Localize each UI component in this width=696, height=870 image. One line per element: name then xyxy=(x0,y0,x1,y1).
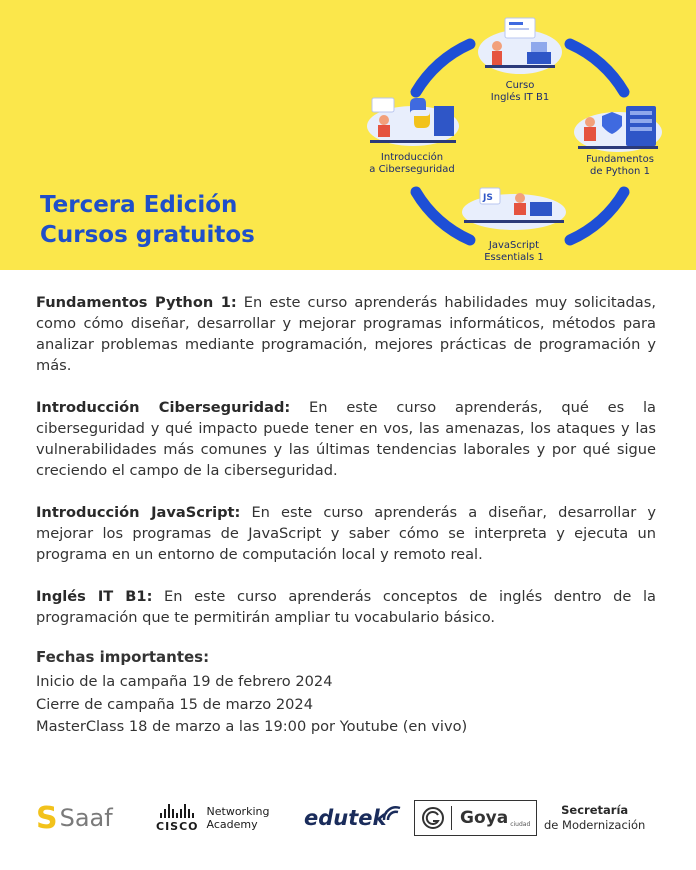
saaf-s-mark-icon: S xyxy=(36,800,58,836)
course-english-name: Inglés IT B1: xyxy=(36,588,153,605)
python-illustration-icon xyxy=(364,92,462,148)
saaf-wordmark: Saaf xyxy=(59,804,113,832)
course-javascript-name: Introducción JavaScript: xyxy=(36,504,241,521)
title-line-2: Cursos gratuitos xyxy=(40,222,255,248)
cisco-bars-icon xyxy=(160,804,194,818)
course-python xyxy=(36,292,656,376)
goya-divider xyxy=(451,806,452,830)
page-title xyxy=(40,190,255,250)
node-cyber-line2: a Ciberseguridad xyxy=(369,164,455,175)
security-illustration-icon xyxy=(572,98,664,154)
node-python-line2: de Python 1 xyxy=(590,166,650,177)
goya-logo xyxy=(414,790,537,846)
course-python-text: En este curso aprenderás habilidades muy solicitadas, como cómo diseñar, desarrollar y mejorar programas informáticos, métodos para analizar problemas mediante programación, mejores prácticas de programación y más. xyxy=(36,294,656,374)
title-line-1: Tercera Edición xyxy=(40,192,238,218)
course-english-text: En este curso aprenderás conceptos de inglés dentro de la programación que te permitirán ampliar tu vocabulario básico. xyxy=(36,588,656,626)
goya-box xyxy=(414,800,537,836)
wifi-arc-icon xyxy=(382,802,402,824)
node-javascript-line1: JavaScript xyxy=(488,240,540,251)
node-label-cyber xyxy=(352,152,472,176)
networking-line1: Networking xyxy=(206,805,270,818)
secretaria-modernizacion-logo xyxy=(544,790,645,846)
course-descriptions xyxy=(36,292,656,739)
date-item-close: Cierre de campaña 15 de marzo 2024 xyxy=(36,695,313,713)
cisco-networking-academy-logo xyxy=(156,790,269,846)
edutek-wordmark: edutek xyxy=(304,806,387,830)
secretaria-text xyxy=(544,803,645,833)
node-english-line2: Inglés IT B1 xyxy=(490,92,550,103)
course-cyber xyxy=(36,397,656,481)
node-label-python xyxy=(572,154,668,178)
networking-academy-text xyxy=(207,805,270,831)
javascript-illustration-icon xyxy=(458,182,570,232)
date-item-start: Inicio de la campaña 19 de febrero 2024 xyxy=(36,673,333,690)
node-javascript-line2: Essentials 1 xyxy=(484,252,544,263)
networking-line2: Academy xyxy=(206,818,258,831)
cisco-mark xyxy=(156,804,199,833)
node-label-english xyxy=(470,80,570,104)
goya-g-mark-icon xyxy=(421,806,445,830)
node-python-line1: Fundamentos xyxy=(586,154,654,165)
course-python-name: Fundamentos Python 1: xyxy=(36,294,237,311)
date-item-masterclass: MasterClass 18 de marzo a las 19:00 por Youtube (en vivo) xyxy=(36,718,468,735)
course-javascript xyxy=(36,502,656,565)
goya-wordmark: Goya xyxy=(460,808,509,828)
svg-text:JS: JS xyxy=(483,193,493,203)
edutek-logo xyxy=(304,790,402,846)
goya-subtext: ciudad xyxy=(510,820,531,828)
important-dates xyxy=(36,647,656,739)
node-cyber-line1: Introducción xyxy=(380,152,444,163)
dates-heading: Fechas importantes: xyxy=(36,648,210,666)
node-english-line1: Curso xyxy=(505,80,535,91)
saaf-logo xyxy=(36,790,113,846)
course-cyber-text: En este curso aprenderás, qué es la ciberseguridad y qué impacto puede tener en vos, las amenazas, los ataques y las vulnerabilidades más comunes y las últimas tendencias laborales y por qué sigue creciendo el campo de la ciberseguridad. xyxy=(36,399,656,479)
secretaria-line2: de Modernización xyxy=(544,818,646,832)
course-javascript-text: En este curso aprenderás a diseñar, desarrollar y mejorar los programas de JavaScript y saber cómo se interpreta y ejecuta un programa en un entorno de computación local y remoto real. xyxy=(36,504,656,563)
classroom-illustration-icon xyxy=(475,12,565,78)
node-label-javascript xyxy=(464,240,564,264)
secretaria-line1: Secretaría xyxy=(561,803,629,817)
course-cyber-name: Introducción Ciberseguridad: xyxy=(36,399,291,416)
cisco-wordmark: CISCO xyxy=(156,819,199,833)
course-english xyxy=(36,586,656,628)
sponsor-logos xyxy=(0,790,696,846)
header-banner xyxy=(0,0,696,270)
